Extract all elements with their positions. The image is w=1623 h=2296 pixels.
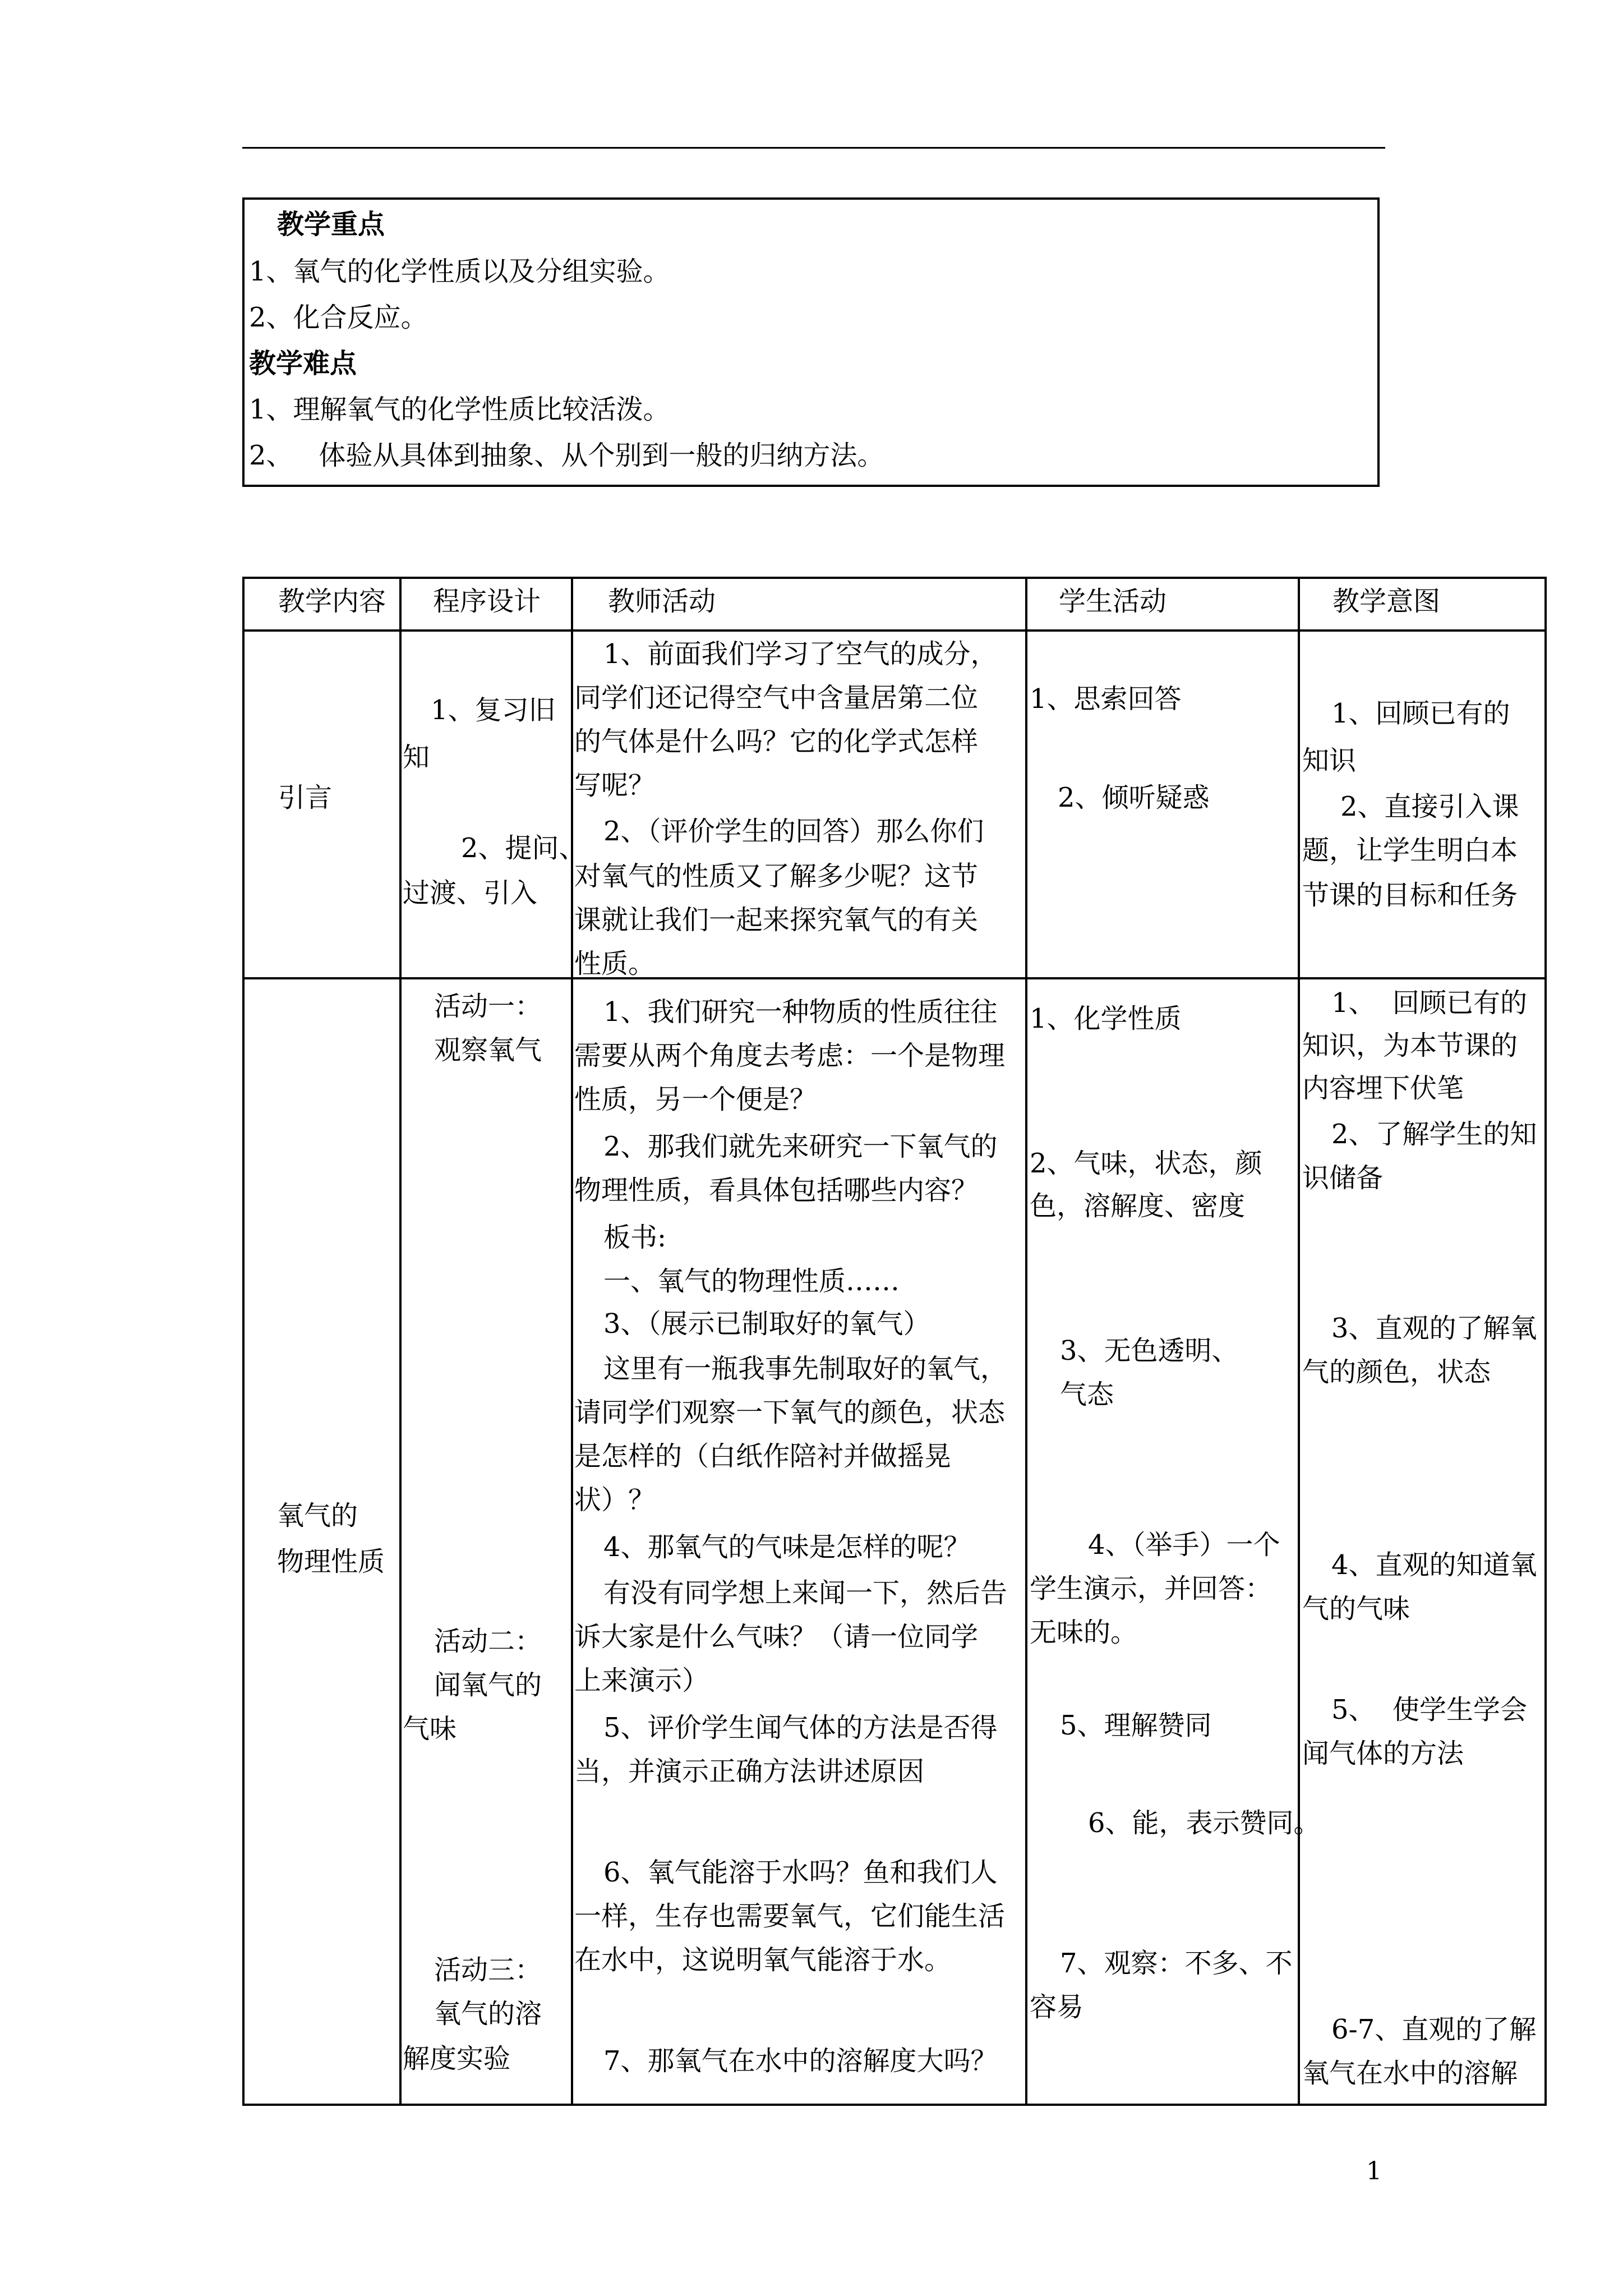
intro-intent-line: 知识 [1302,745,1357,776]
intro-intent-line: 节课的目标和任务 [1302,880,1518,911]
physical-student-line: 7、观察：不多、不 [1060,1948,1293,1979]
physical-teacher-line: 6、氧气能溶于水吗？鱼和我们人 [603,1857,998,1888]
physical-intent-line: 5、 使学生学会 [1331,1694,1528,1726]
difficulty-1: 1、理解氧气的化学性质比较活泼。 [249,394,670,425]
intro-design-1-cont: 知 [403,742,430,773]
intro-intent-line: 2、直接引入课 [1340,791,1519,822]
activity-2-title: 闻氧气的 [434,1669,542,1701]
intro-design-2-cont: 过渡、引入 [403,877,538,909]
physical-teacher-line: 4、那氧气的气味是怎样的呢？ [603,1531,971,1563]
column-divider [571,579,573,2104]
physical-teacher-line: 板书: [603,1222,667,1253]
intro-content: 引言 [278,782,333,813]
activity-3-label: 活动三： [434,1954,542,1986]
physical-teacher-line: 这里有一瓶我事先制取好的氧气， [603,1353,1008,1384]
physical-teacher-line: 诉大家是什么气味？（请一位同学 [574,1621,979,1653]
intro-design-2: 2、提问、 [461,832,586,864]
intro-teacher-line: 对氧气的性质又了解多少呢？这节 [574,861,979,892]
physical-intent-line: 闻气体的方法 [1302,1738,1464,1769]
physical-teacher-line: 3、（展示已制取好的氧气） [603,1308,930,1340]
physical-student-line: 5、理解赞同 [1060,1710,1212,1741]
physical-teacher-line: 需要从两个角度去考虑：一个是物理 [574,1040,1006,1071]
physical-student-line: 3、无色透明、 [1060,1335,1239,1366]
intro-intent-line: 1、回顾已有的 [1331,698,1510,729]
column-divider [399,579,402,2104]
physical-teacher-line: 一样，生存也需要氧气，它们能生活 [574,1901,1006,1932]
intro-teacher-line: 写呢？ [574,770,656,801]
physical-content: 氧气的 [277,1500,358,1531]
physical-intent-line: 气的颜色，状态 [1302,1356,1491,1388]
teaching-focus-box [242,197,1380,487]
physical-teacher-line: 2、那我们就先来研究一下氧气的 [603,1131,998,1162]
physical-intent-line: 知识，为本节课的 [1302,1030,1518,1061]
header-teacher-activity: 教师活动 [608,586,716,617]
intro-teacher-line: 课就让我们一起来探究氧气的有关 [574,904,979,936]
physical-student-line: 容易 [1030,1991,1084,2023]
physical-intent-line: 气的气味 [1302,1593,1410,1625]
header-student-activity: 学生活动 [1059,586,1167,617]
difficulties-heading: 教学难点 [249,348,357,379]
physical-teacher-line: 有没有同学想上来闻一下，然后告 [603,1577,1008,1609]
intro-student-2: 2、倾听疑惑 [1058,782,1210,813]
physical-teacher-line: 状）？ [574,1484,656,1516]
intro-student-1: 1、思索回答 [1030,683,1182,715]
activity-2-label: 活动二： [434,1626,542,1657]
header-design: 程序设计 [433,586,541,617]
intro-intent-line: 题，让学生明白本 [1302,835,1518,866]
activity-1-label: 活动一： [434,991,542,1022]
physical-teacher-line: 上来演示） [574,1665,709,1696]
key-points-heading: 教学重点 [277,209,385,240]
physical-intent-line: 3、直观的了解氧 [1331,1313,1537,1344]
physical-teacher-line: 当，并演示正确方法讲述原因 [574,1756,925,1787]
difficulty-2: 2、 体验从具体到抽象、从个别到一般的归纳方法。 [249,440,884,471]
physical-intent-line: 6-7、直观的了解 [1331,2014,1537,2045]
physical-intent-line: 内容埋下伏笔 [1302,1073,1464,1104]
physical-teacher-line: 1、我们研究一种物质的性质往往 [603,996,998,1028]
physical-teacher-line: 一、氧气的物理性质…… [603,1266,900,1297]
intro-teacher-line: 1、前面我们学习了空气的成分， [603,638,998,670]
physical-student-line: 学生演示，并回答： [1030,1573,1272,1604]
intro-design-1: 1、复习旧 [431,694,556,726]
physical-teacher-line: 在水中，这说明氧气能溶于水。 [574,1944,952,1976]
physical-intent-line: 识储备 [1302,1162,1384,1194]
physical-teacher-line: 5、评价学生闻气体的方法是否得 [603,1712,998,1743]
row-divider [245,629,1544,632]
physical-student-line: 2、气味，状态，颜 [1030,1148,1262,1179]
physical-intent-line: 2、了解学生的知 [1331,1119,1537,1150]
physical-student-line: 6、能，表示赞同。 [1088,1807,1321,1839]
header-rule [242,147,1385,149]
column-divider [1025,579,1027,2104]
physical-intent-line: 氧气在水中的溶解 [1302,2058,1518,2089]
intro-teacher-line: 的气体是什么吗？它的化学式怎样 [574,726,979,757]
key-point-1: 1、氧气的化学性质以及分组实验。 [249,256,670,287]
intro-teacher-line: 同学们还记得空气中含量居第二位 [574,682,979,714]
physical-teacher-line: 是怎样的（白纸作陪衬并做摇晃 [574,1441,952,1472]
activity-1-title: 观察氧气 [434,1034,542,1066]
physical-teacher-line: 物理性质，看具体包括哪些内容？ [574,1175,979,1206]
physical-teacher-line: 7、那氧气在水中的溶解度大吗？ [603,2045,998,2077]
lesson-plan-table [242,577,1547,2106]
physical-teacher-line: 性质，另一个便是？ [574,1084,817,1115]
header-content: 教学内容 [278,586,386,617]
activity-3-title-cont: 解度实验 [403,2043,511,2074]
header-intent: 教学意图 [1332,586,1441,617]
column-divider [1298,579,1300,2104]
activity-2-title-cont: 气味 [403,1713,457,1745]
physical-intent-line: 4、直观的知道氧 [1331,1549,1537,1581]
page-number: 1 [1366,2157,1382,2185]
physical-student-line: 无味的。 [1030,1617,1138,1648]
physical-student-line: 1、化学性质 [1030,1003,1182,1034]
key-point-2: 2、化合反应。 [249,302,428,333]
row-divider [245,977,1544,979]
physical-student-line: 4、（举手）一个 [1088,1529,1280,1561]
physical-intent-line: 1、 回顾已有的 [1331,987,1528,1019]
activity-3-title: 氧气的溶 [434,1998,542,2030]
physical-teacher-line: 请同学们观察一下氧气的颜色，状态 [574,1397,1006,1428]
intro-teacher-line: 2、（评价学生的回答）那么你们 [603,816,984,847]
physical-student-line: 气态 [1060,1379,1114,1410]
physical-student-line: 色，溶解度、密度 [1030,1190,1246,1222]
intro-teacher-line: 性质。 [574,948,656,979]
physical-content-cont: 物理性质 [277,1546,385,1577]
